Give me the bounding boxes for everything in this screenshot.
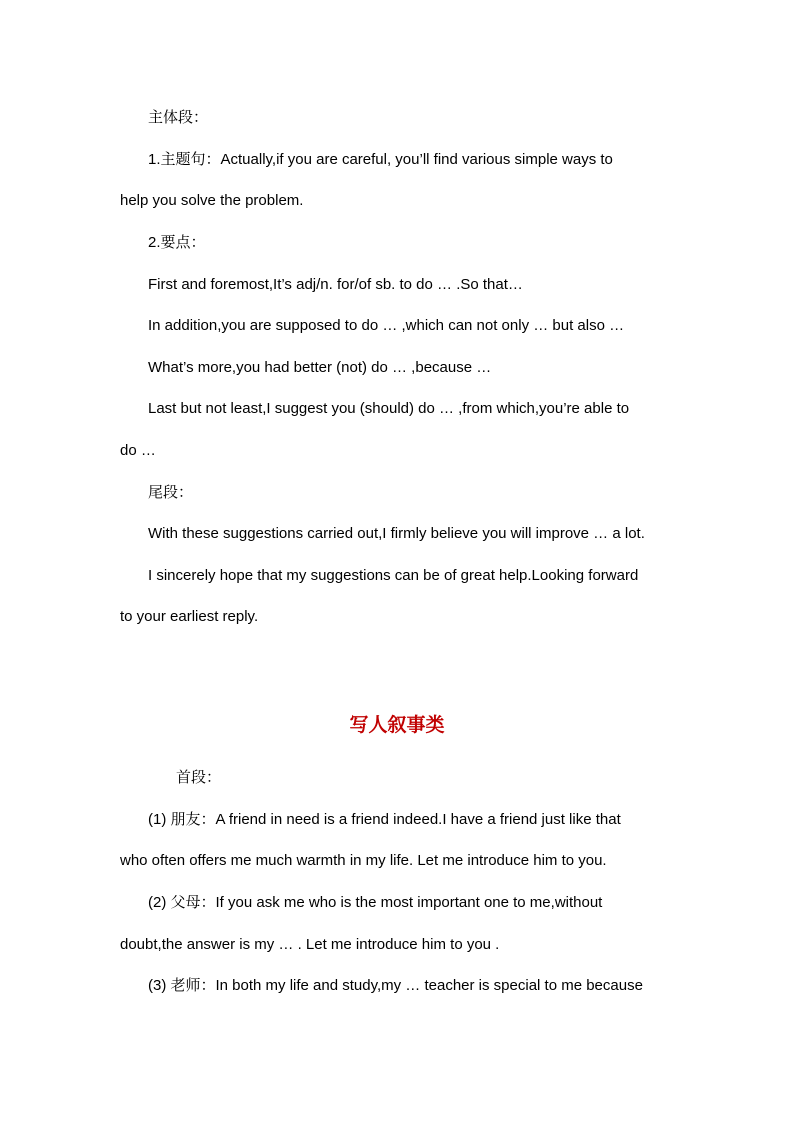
section-heading: 写人叙事类	[349, 715, 445, 736]
point-4-line-2: do …	[120, 442, 156, 459]
point-2: In addition,you are supposed to do … ,which can not only … but also …	[148, 317, 625, 334]
point-1: First and foremost,It’s adj/n. for/of sb. to do … .So that…	[148, 276, 523, 293]
item-2-line-1: (2) 父母：If you ask me who is the most important one to me,without	[148, 894, 603, 911]
point-4-line-1: Last but not least,I suggest you (should) do … ,from which,you’re able to	[148, 400, 630, 417]
ending-sentence-2-line-1: I sincerely hope that my suggestions can be of great help.Looking forward	[148, 567, 639, 584]
point-3: What’s more,you had better (not) do … ,because …	[148, 359, 492, 376]
body-section-label: 主体段：	[148, 109, 209, 126]
item-3-line-1: (3) 老师：In both my life and study,my … teacher is special to me because	[148, 977, 643, 994]
item-1-line-2: who often offers me much warmth in my life. Let me introduce him to you.	[120, 852, 607, 869]
item-2-line-2: doubt,the answer is my … . Let me introduce him to you .	[120, 936, 500, 953]
ending-sentence-2-line-2: to your earliest reply.	[120, 608, 259, 625]
ending-section-label: 尾段：	[148, 484, 194, 501]
topic-sentence-line-2: help you solve the problem.	[120, 192, 304, 209]
item-1-line-1: (1) 朋友：A friend in need is a friend indeed.I have a friend just like that	[148, 811, 621, 828]
opening-section-label: 首段：	[176, 769, 222, 786]
points-label: 2.要点：	[148, 234, 206, 251]
topic-sentence-line-1: 1.主题句：Actually,if you are careful, you’ll find various simple ways to	[148, 151, 613, 168]
ending-sentence-1: With these suggestions carried out,I firmly believe you will improve … a lot.	[148, 525, 645, 542]
